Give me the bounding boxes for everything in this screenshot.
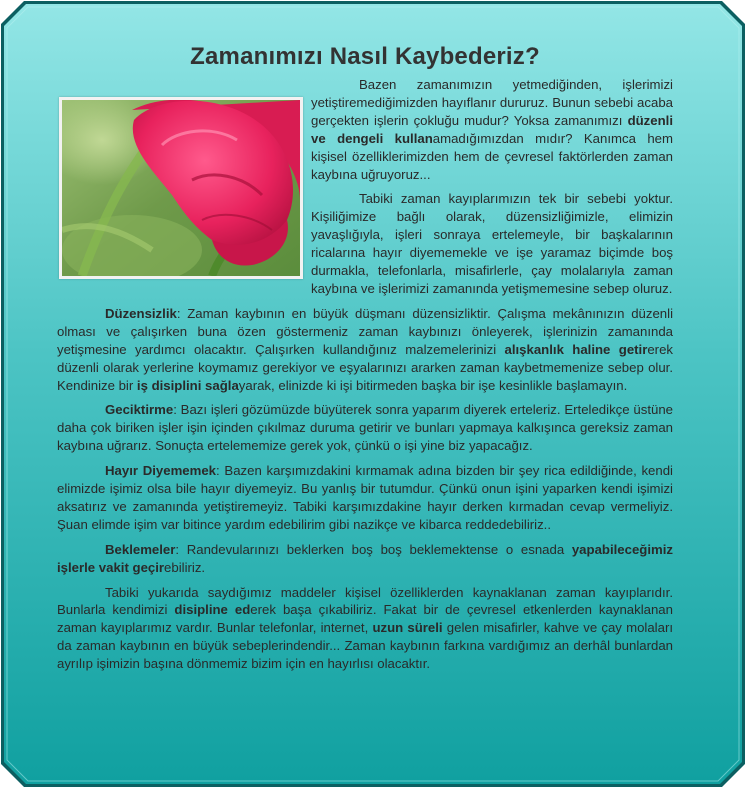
rose-icon	[62, 100, 300, 276]
page-title: Zamanımızı Nasıl Kaybederiz?	[190, 43, 540, 70]
bold-term: iş disiplini sağla	[136, 377, 239, 393]
article	[57, 42, 673, 680]
paragraph-7	[57, 584, 673, 674]
text-run: yarak, elinizde ki işi bitirmeden başka bir işe kesinlikle başlamayın.	[238, 377, 628, 393]
paragraph-4	[57, 401, 673, 455]
text-run: ebiliriz.	[164, 559, 206, 575]
text-run: : Randevularınızı beklerken boş boş beklemektense o esnada	[175, 541, 572, 557]
bold-term: yapabileceğimiz işlerle vakit geçir	[57, 541, 673, 575]
bold-term: Geciktirme	[105, 402, 174, 418]
text-run: erek başa çıkabiliriz. Fakat bir de çevresel etkenlerden kaynaklanan zaman kayıplarımız vardır. Bunlar telefonlar, internet,	[57, 602, 673, 636]
paragraph-3	[57, 305, 673, 395]
text-run: gelen misafirler, kahve ve çay molaları da zaman kaybının en büyük sebeplerindendir... Zaman kaybının farkına vardığımız an derhâl bunlardan ayrılıp işimizin başına dönmemiz bizim için en hayırlısı olacaktır.	[57, 620, 674, 672]
text-run: : Zaman kaybının en büyük düşmanı düzensizliktir. Çalışma mekânınızın düzenli olması ve çalışırken buna özen göstermeniz zaman kaybınızı önleyerek, işlerinizin zamanında yetişmesine yardımcı olacaktır. Çalışırken kullandığınız malzemelerinizi	[57, 305, 673, 357]
bold-term: Düzensizlik	[105, 305, 177, 321]
text-run: : Bazı işleri gözümüzde büyüterek sonra yaparım diyerek erteleriz. Erteledikçe üstüne daha çok biriken işler işin içinden çıkılmaz duruma getirir ve bunları yapmaya kalkışınca gereksiz zaman kaybına uğrarız. Sonuçta ertelememize gerek yok, çünkü o işi yine biz yapacağız.	[57, 402, 673, 454]
text-run: : Bazen karşımızdakini kırmamak adına bizden bir şey rica edildiğinde, kendi elimizde işimiz olsa bile hayır diyemeyiz. Bu yanlış bir tutumdur. Çünkü onun işini yaparken kendi işimizi aksatırız ve zamanında yetiştiremeyiz. Tabiki karşımızdakine hayır derken kırmadan cevap vermeliyiz. Şuan elimde işim var bitince yardım edebilirim gibi nazikçe ve kibarca reddedebiliriz..	[57, 463, 673, 532]
text-run: Bazen zamanımızın yetmediğinden, işlerimizi yetiştiremediğimizden hayıflanır dururuz. Bunun sebebi acaba gerçekten işlerin çokluğu mudur? Yoksa zamanımızı	[311, 77, 673, 128]
rose-photo	[59, 97, 303, 279]
paragraph-5	[57, 462, 673, 534]
bold-term: uzun süreli	[372, 620, 443, 636]
bold-term: Hayır Diyememek	[105, 463, 217, 479]
text-run: Tabiki zaman kayıplarımızın tek bir sebebi yoktur. Kişiliğimize bağlı olarak, düzensizliğimizle, elimizin yavaşlığıyla, işleri sonraya ertelemeyle, bir başkalarının ricalarına hayır diyememekle ve işe yaramaz biçimde boş durmakla, telefonlarla, misafirlerle, çay molalarıyla zaman kaybına ve işlerimizi zamanında yetişmemesine sebep oluruz.	[311, 191, 673, 296]
text-run: erek düzenli olarak yerlerine koymamız gerekiyor ve eşyalarınızı ararken zaman kaybetmemenize sebep olur. Kendinize bir	[57, 341, 673, 393]
bold-term: düzenli ve dengeli kullan	[311, 112, 673, 146]
text-run: Tabiki yukarıda saydığımız maddeler kişisel özelliklerden kaynaklanan zaman kayıplarıdır. Bunlarla kendimizi	[57, 584, 673, 618]
bold-term: alışkanlık haline getir	[504, 341, 648, 357]
article-body	[57, 76, 673, 673]
bold-term: Beklemeler	[105, 541, 176, 557]
text-run: amadığımızdan mıdır? Kanımca hem kişisel özelliklerimizden hem de çevresel faktörlerden zaman kaybına uğruyoruz...	[311, 130, 673, 182]
paragraph-6	[57, 541, 673, 577]
bold-term: disipline ed	[174, 602, 251, 618]
